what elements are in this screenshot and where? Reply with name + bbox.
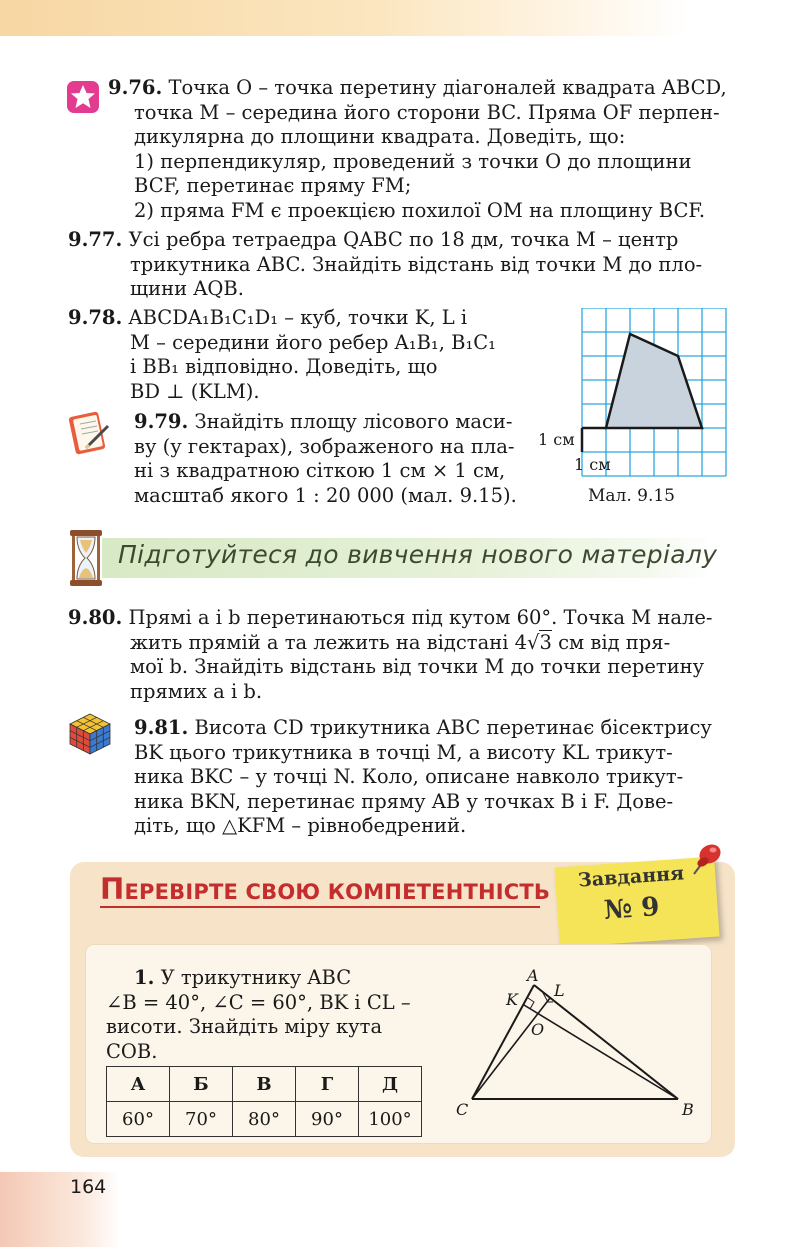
vertex-label-a: A	[527, 966, 539, 985]
problem-9-81	[134, 716, 738, 839]
problem-line: дикулярна до площини квадрата. Доведіть, що:	[134, 125, 626, 148]
problem-number: 9.77.	[68, 228, 123, 251]
problem-line: трикутника ABC. Знайдіть відстань від точки M до пло-	[130, 252, 703, 276]
forest-shape	[606, 334, 702, 428]
figure-9-15	[540, 308, 740, 508]
competence-title-initial: П	[100, 872, 125, 906]
competence-title-underline	[100, 906, 540, 908]
triangle-figure	[450, 965, 710, 1125]
problem-9-78	[68, 306, 538, 404]
problem-9-79	[134, 410, 544, 508]
problem-line-part: см від пря-	[551, 630, 671, 654]
problem-number: 9.80.	[68, 606, 123, 629]
rubik-cube-icon	[68, 712, 112, 756]
answer-option-g: Г	[296, 1067, 359, 1102]
vertex-label-b: B	[682, 1100, 694, 1119]
problem-number: 9.79.	[134, 410, 189, 433]
competence-title-rest: ЕРЕВІРТЕ СВОЮ КОМПЕТЕНТНІСТЬ	[124, 880, 551, 904]
vertex-label-c: C	[456, 1100, 469, 1119]
competence-title	[100, 872, 550, 906]
problem-line: ника BKN, перетинає пряму AB у точках B і F. Дове-	[134, 789, 674, 813]
problem-line: і BB₁ відповідно. Доведіть, що	[130, 355, 438, 378]
problem-number: 9.81.	[134, 716, 189, 739]
altitude-bk	[524, 1005, 678, 1099]
sqrt-sign-icon: √	[527, 630, 540, 654]
answer-option-v: В	[233, 1067, 296, 1102]
answer-value: 80°	[233, 1102, 296, 1137]
problem-line: M – середини його ребер A₁B₁, B₁C₁	[130, 330, 496, 354]
answer-option-b: Б	[170, 1067, 233, 1102]
point-label-k: K	[506, 990, 518, 1009]
problem-line: щини AQB.	[130, 277, 244, 300]
problem-line: Точка O – точка перетину діагоналей квадрата ABCD,	[168, 76, 727, 99]
task-line: висоти. Знайдіть міру кута	[106, 1015, 383, 1038]
problem-line: мої b. Знайдіть відстань від точки M до точки перетину	[130, 655, 705, 678]
answer-value: 60°	[107, 1102, 170, 1137]
problem-line: діть, що △KFM – рівнобедрений.	[134, 814, 467, 837]
sticky-note-label: Завдання	[577, 862, 685, 892]
figure-caption: Мал. 9.15	[588, 486, 676, 506]
problem-line: Висота CD трикутника ABC перетинає бісектрису	[194, 716, 712, 739]
task-line: У трикутнику ABC	[160, 966, 352, 989]
task-number: 1.	[134, 966, 155, 989]
answer-value: 90°	[296, 1102, 359, 1137]
problem-9-77	[68, 228, 738, 302]
pushpin-icon	[690, 840, 726, 876]
problem-line: масштаб якого 1 : 20 000 (мал. 9.15).	[134, 483, 517, 507]
problem-line: BD ⊥ (KLM).	[130, 379, 260, 403]
side-ac	[472, 985, 534, 1099]
problem-line: точка M – середина його сторони BC. Пряма OF перпен-	[134, 100, 720, 124]
altitude-cl	[472, 998, 550, 1099]
problem-line: Прямі a і b перетинаються під кутом 60°. Точка M нале-	[128, 606, 713, 629]
point-label-o: O	[531, 1020, 545, 1039]
problem-line: 1) перпендикуляр, проведений з точки O до площини	[134, 149, 692, 173]
problem-line: ву (у гектарах), зображеного на пла-	[134, 434, 515, 458]
star-icon	[66, 80, 100, 114]
problem-line: BCF, перетинає пряму FM;	[134, 174, 412, 197]
answer-option-d: Д	[359, 1067, 422, 1102]
page-number: 164	[70, 1176, 107, 1198]
problem-number: 9.76.	[108, 76, 163, 99]
answer-value: 70°	[170, 1102, 233, 1137]
scale-label-y: 1 см	[540, 430, 575, 449]
point-label-l: L	[554, 981, 565, 1000]
problem-line: ника BKC – у точці N. Коло, описане навколо трикут-	[134, 765, 684, 788]
task-1	[106, 966, 436, 1064]
scale-label-x: 1 см	[574, 455, 611, 474]
task-line: ∠B = 40°, ∠C = 60°, BK і CL –	[106, 990, 411, 1014]
task-line: COB.	[106, 1039, 158, 1063]
answer-table	[106, 1066, 422, 1137]
problem-line: ні з квадратною сіткою 1 см × 1 см,	[134, 459, 506, 482]
top-decor-bar	[0, 0, 690, 36]
answer-option-a: А	[107, 1067, 170, 1102]
problem-line: ABCDA₁B₁C₁D₁ – куб, точки K, L і	[128, 306, 468, 329]
sqrt-radicand: 3	[539, 630, 552, 654]
problem-line: 2) пряма FM є проекцією похилої OM на площину BCF.	[134, 198, 706, 222]
problem-line: Знайдіть площу лісового маси-	[194, 410, 513, 433]
answer-value: 100°	[359, 1102, 422, 1137]
problem-line: Усі ребра тетраедра QABC по 18 дм, точка M – центр	[128, 228, 679, 251]
problem-line-part: жить прямій a та лежить на відстані 4	[130, 630, 528, 654]
section-banner-title: Підготуйтеся до вивчення нового матеріалу	[118, 540, 718, 569]
hourglass-icon	[68, 528, 104, 588]
problem-9-76	[108, 76, 738, 223]
answer-header-row	[107, 1067, 422, 1102]
side-ab	[534, 985, 678, 1099]
problem-line: BK цього трикутника в точці M, а висоту KL трикут-	[134, 740, 673, 764]
problem-number: 9.78.	[68, 306, 123, 329]
notebook-pencil-icon	[66, 410, 112, 456]
answer-value-row	[107, 1102, 422, 1137]
problem-line-with-root	[68, 631, 738, 656]
sticky-note-number: № 9	[603, 892, 661, 926]
problem-9-80	[68, 606, 738, 704]
problem-line: прямих a і b.	[130, 679, 263, 703]
